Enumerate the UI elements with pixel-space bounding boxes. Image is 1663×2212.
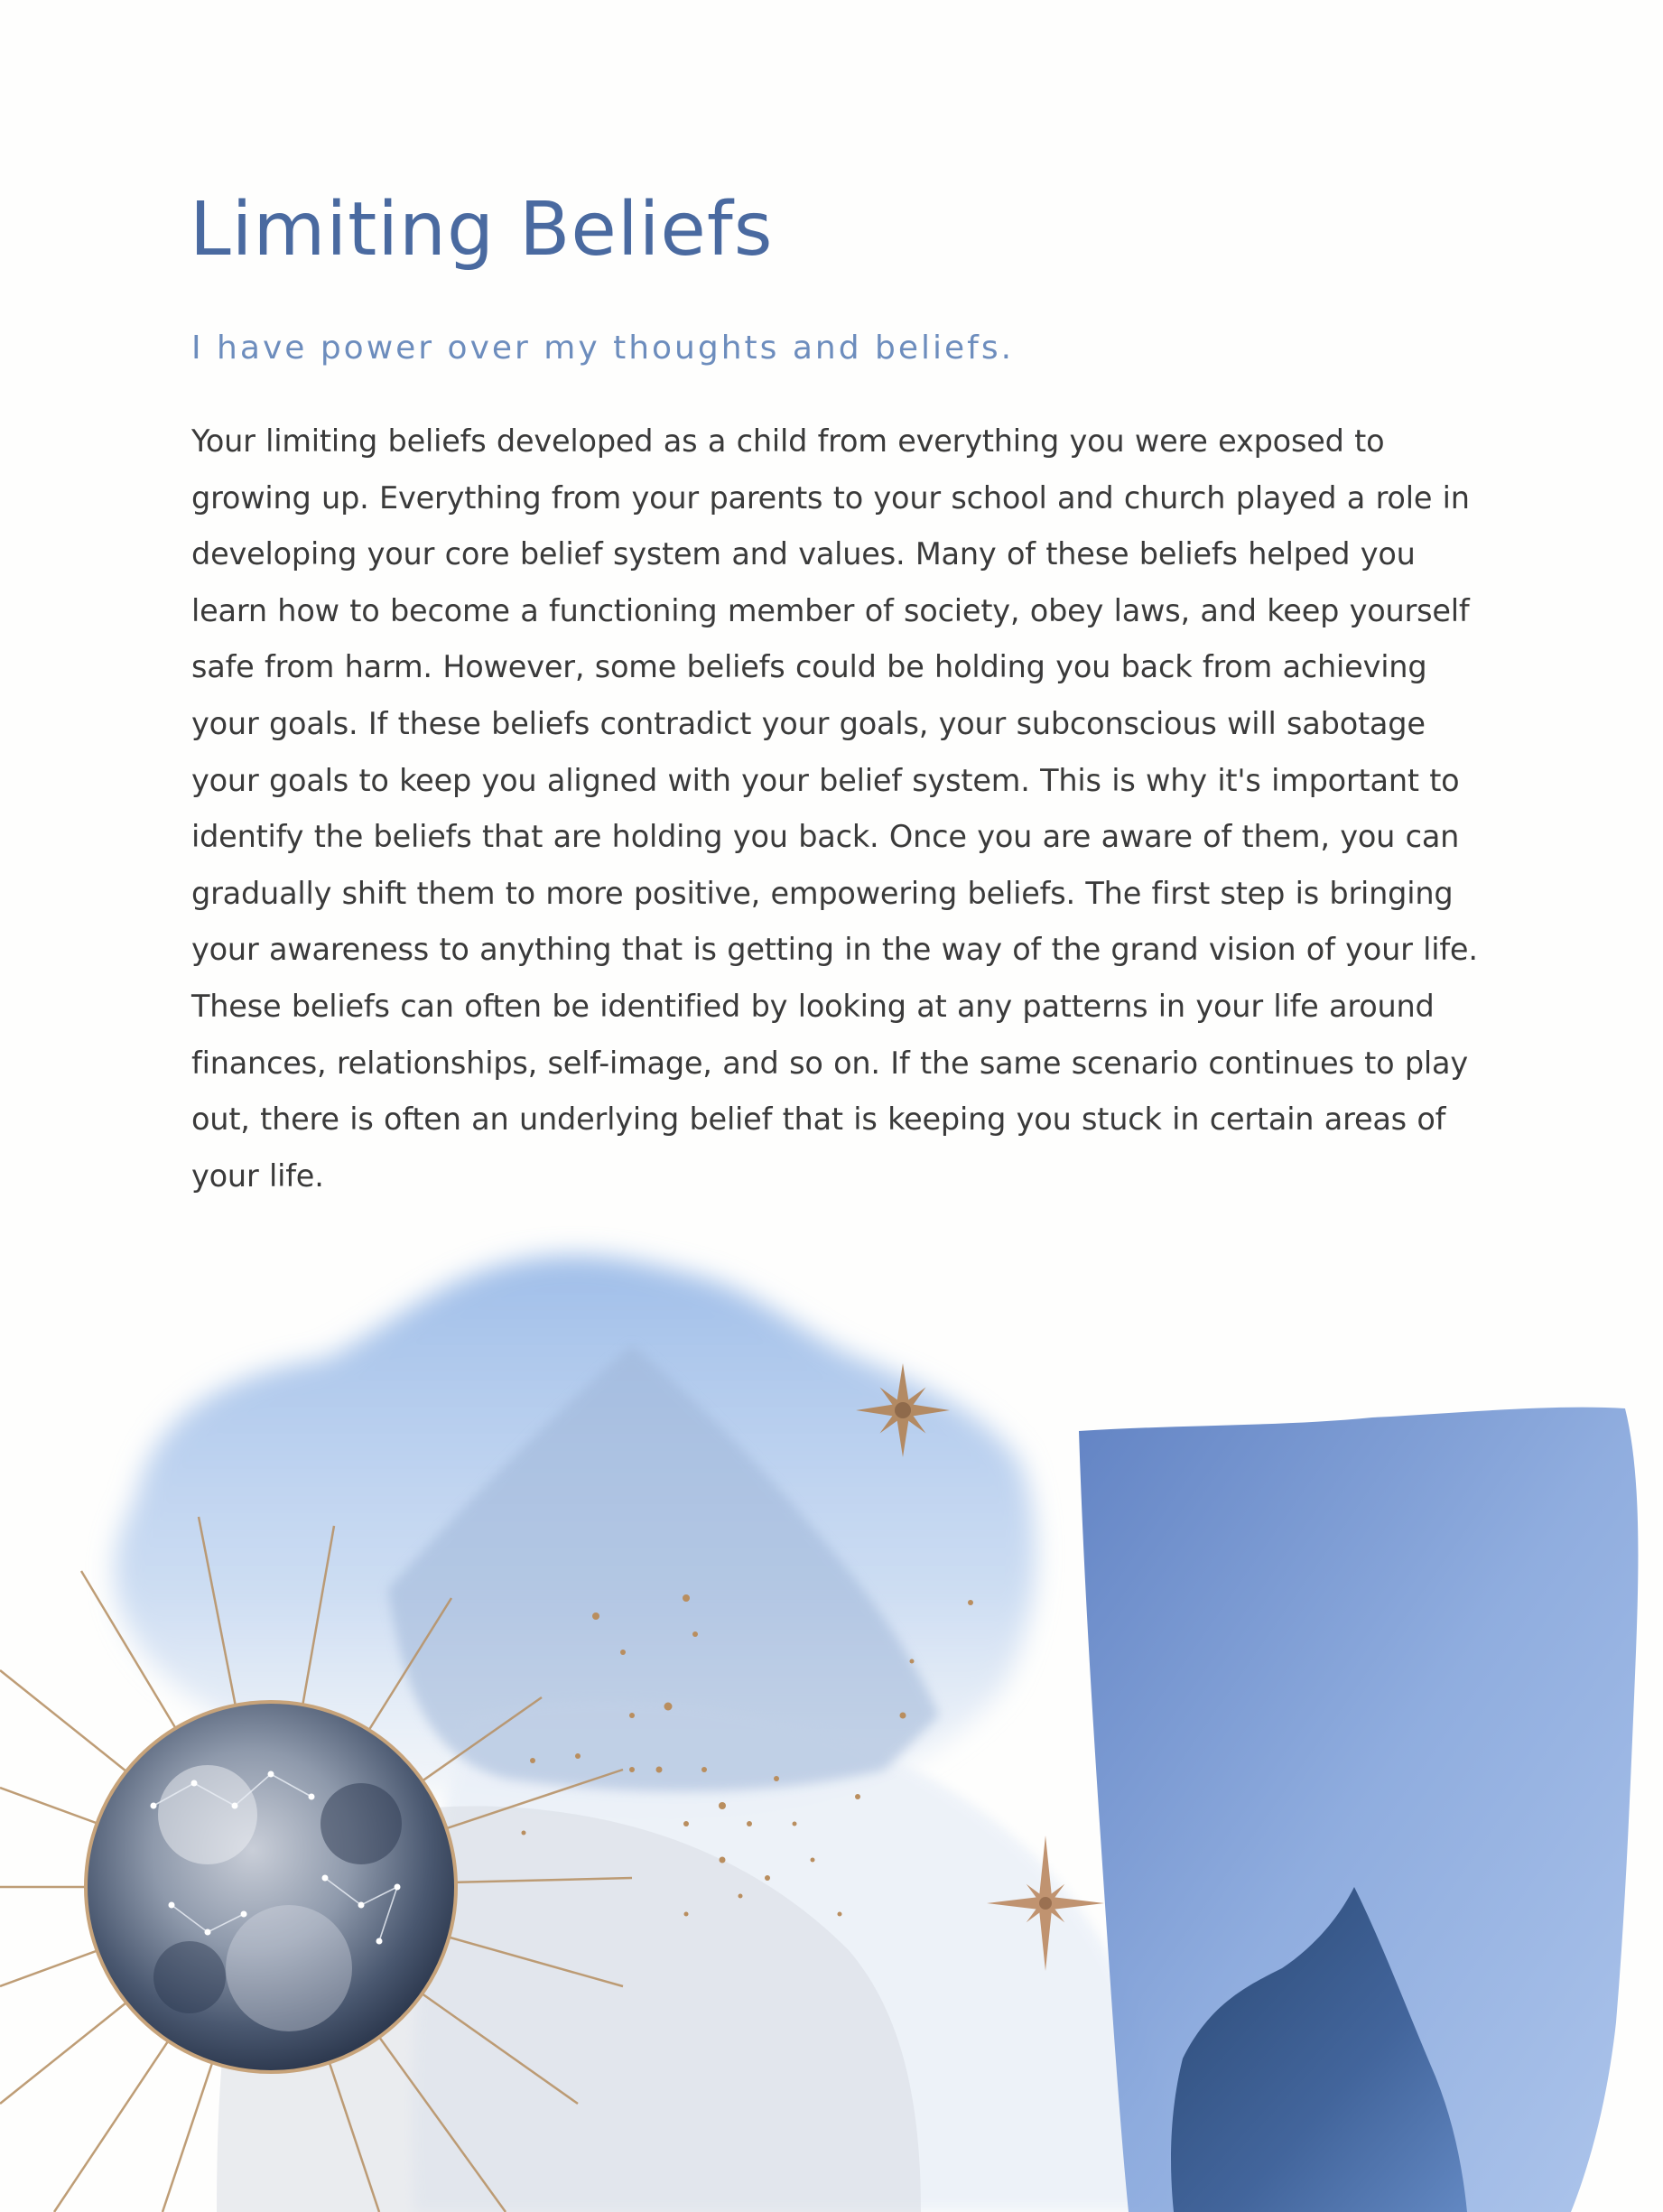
watercolor-block-right [1079, 1408, 1638, 2212]
page-title: Limiting Beliefs [190, 187, 774, 273]
celestial-watercolor-illustration [0, 1201, 1663, 2212]
moon-icon [86, 1702, 456, 2072]
affirmation-subtitle: I have power over my thoughts and beliefs. [191, 330, 1015, 367]
body-paragraph: Your limiting beliefs developed as a child from everything you were exposed to growing up. Everything from your parents to your school and church played a role in developing your core belief system and values. Many of these beliefs helped you learn how to become a functioning member of society, obey laws, and keep yourself safe from harm. However, some beliefs could be holding you back from achieving your goals. If these beliefs contradict your goals, your subconscious will sabotage your goals to keep you aligned with your belief system. This is why it's important to identify the beliefs that are holding you back. Once you are aware of them, you can gradually shift them to more positive, empowering beliefs. The first step is bringing your awareness to anything that is getting in the way of the grand vision of your life. These beliefs can often be identified by looking at any patterns in your life around finances, relationships, self-image, and so on. If the same scenario continues to play out, there is often an underlying belief that is keeping you stuck in certain areas of your life. [191, 423, 1478, 1194]
